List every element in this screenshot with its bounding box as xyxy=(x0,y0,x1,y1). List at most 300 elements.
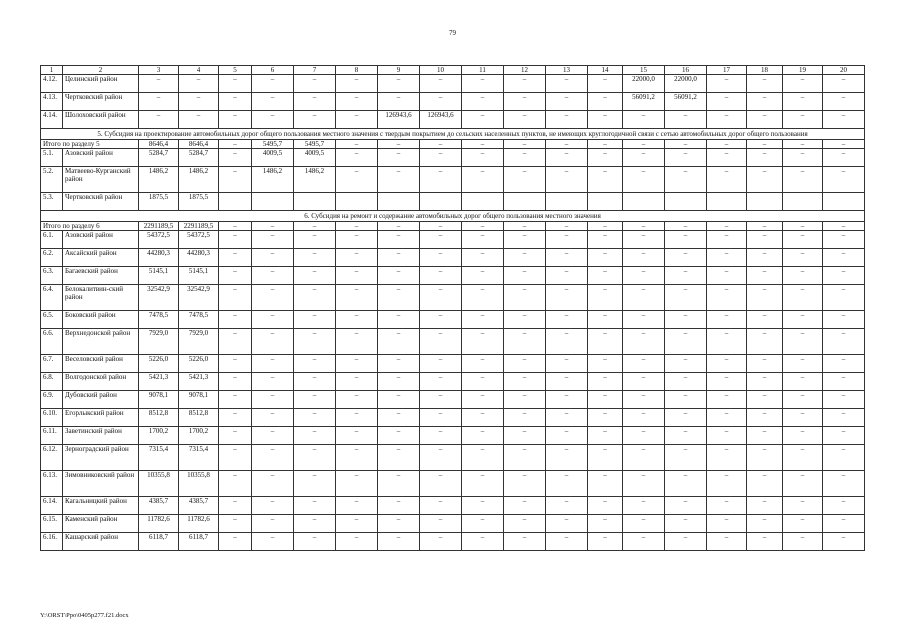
total-value: – xyxy=(219,140,252,149)
value-cell: – xyxy=(378,149,420,167)
row-number: 4.12. xyxy=(41,75,63,93)
value-cell: – xyxy=(747,249,783,267)
value-cell: – xyxy=(665,311,707,329)
value-cell: – xyxy=(783,149,823,167)
value-cell: – xyxy=(252,249,294,267)
value-cell: – xyxy=(707,149,747,167)
value-cell: 6118,7 xyxy=(139,533,179,551)
value-cell: – xyxy=(588,167,623,193)
value-cell: – xyxy=(252,533,294,551)
column-number: 8 xyxy=(336,66,378,75)
value-cell: – xyxy=(462,329,504,355)
value-cell: – xyxy=(504,329,546,355)
value-cell: – xyxy=(378,533,420,551)
value-cell xyxy=(420,193,462,211)
value-cell: – xyxy=(546,93,588,111)
value-cell: – xyxy=(747,355,783,373)
value-cell: 1875,5 xyxy=(179,193,219,211)
value-cell: – xyxy=(462,427,504,445)
value-cell: – xyxy=(546,149,588,167)
total-value: – xyxy=(378,222,420,231)
row-number: 4.14. xyxy=(41,111,63,129)
value-cell: – xyxy=(252,75,294,93)
value-cell: 7929,0 xyxy=(179,329,219,355)
table-row xyxy=(41,391,865,409)
value-cell: – xyxy=(747,471,783,497)
value-cell: – xyxy=(294,285,336,311)
total-value: – xyxy=(504,222,546,231)
value-cell: – xyxy=(252,373,294,391)
value-cell: – xyxy=(623,391,665,409)
column-number: 14 xyxy=(588,66,623,75)
value-cell: – xyxy=(747,427,783,445)
value-cell: 44280,3 xyxy=(139,249,179,267)
district-name: Шолоховский район xyxy=(63,111,139,129)
value-cell: – xyxy=(546,167,588,193)
value-cell: – xyxy=(219,497,252,515)
row-number: 5.2. xyxy=(41,167,63,193)
value-cell: – xyxy=(665,497,707,515)
value-cell: – xyxy=(504,391,546,409)
value-cell: – xyxy=(336,355,378,373)
value-cell: – xyxy=(139,93,179,111)
value-cell: – xyxy=(462,409,504,427)
value-cell: – xyxy=(747,515,783,533)
value-cell: – xyxy=(588,267,623,285)
value-cell: – xyxy=(588,231,623,249)
value-cell: – xyxy=(747,75,783,93)
value-cell: – xyxy=(707,231,747,249)
value-cell: – xyxy=(504,267,546,285)
row-number: 6.6. xyxy=(41,329,63,355)
table-row xyxy=(41,409,865,427)
total-value: – xyxy=(504,140,546,149)
row-number: 6.4. xyxy=(41,285,63,311)
column-number: 4 xyxy=(179,66,219,75)
value-cell: – xyxy=(294,445,336,471)
budget-table xyxy=(40,65,865,551)
column-number: 15 xyxy=(623,66,665,75)
value-cell: – xyxy=(420,533,462,551)
value-cell: 5145,1 xyxy=(179,267,219,285)
value-cell: – xyxy=(420,149,462,167)
value-cell: – xyxy=(219,373,252,391)
district-name: Веселовский район xyxy=(63,355,139,373)
value-cell: – xyxy=(462,149,504,167)
total-value: – xyxy=(783,140,823,149)
value-cell: – xyxy=(783,445,823,471)
value-cell: 1486,2 xyxy=(252,167,294,193)
value-cell: – xyxy=(783,311,823,329)
total-value: – xyxy=(546,222,588,231)
value-cell: – xyxy=(252,93,294,111)
row-number: 6.2. xyxy=(41,249,63,267)
district-name: Верхнедонской район xyxy=(63,329,139,355)
row-number: 6.5. xyxy=(41,311,63,329)
value-cell: – xyxy=(588,471,623,497)
value-cell: 5284,7 xyxy=(179,149,219,167)
value-cell: – xyxy=(546,391,588,409)
value-cell: – xyxy=(462,231,504,249)
value-cell: 22000,0 xyxy=(623,75,665,93)
value-cell: – xyxy=(707,373,747,391)
value-cell: – xyxy=(139,111,179,129)
total-value: 2291189,5 xyxy=(179,222,219,231)
value-cell: – xyxy=(378,231,420,249)
value-cell: – xyxy=(823,515,865,533)
district-name: Кашарский район xyxy=(63,533,139,551)
total-value: 2291189,5 xyxy=(139,222,179,231)
value-cell: – xyxy=(336,93,378,111)
district-name: Зерноградский район xyxy=(63,445,139,471)
row-number: 6.12. xyxy=(41,445,63,471)
value-cell: 4009,5 xyxy=(294,149,336,167)
value-cell: – xyxy=(823,149,865,167)
value-cell xyxy=(252,193,294,211)
value-cell: – xyxy=(462,391,504,409)
row-number: 4.13. xyxy=(41,93,63,111)
column-number: 1 xyxy=(41,66,63,75)
value-cell: – xyxy=(504,409,546,427)
value-cell: 8512,8 xyxy=(139,409,179,427)
value-cell: – xyxy=(588,497,623,515)
value-cell: 5421,3 xyxy=(179,373,219,391)
value-cell: – xyxy=(462,533,504,551)
total-value: 5495,7 xyxy=(294,140,336,149)
column-number: 9 xyxy=(378,66,420,75)
value-cell: – xyxy=(336,231,378,249)
total-value: – xyxy=(378,140,420,149)
district-name: Чертковский район xyxy=(63,93,139,111)
value-cell: 56091,2 xyxy=(623,93,665,111)
value-cell: 1486,2 xyxy=(294,167,336,193)
value-cell: – xyxy=(546,355,588,373)
value-cell: – xyxy=(665,427,707,445)
value-cell: – xyxy=(139,75,179,93)
value-cell: – xyxy=(747,391,783,409)
value-cell: 8512,8 xyxy=(179,409,219,427)
row-number: 6.13. xyxy=(41,471,63,497)
value-cell: – xyxy=(219,149,252,167)
value-cell: – xyxy=(783,111,823,129)
value-cell: – xyxy=(546,111,588,129)
total-value: – xyxy=(219,222,252,231)
value-cell: – xyxy=(623,149,665,167)
value-cell: – xyxy=(252,471,294,497)
value-cell: – xyxy=(588,427,623,445)
value-cell: – xyxy=(588,75,623,93)
value-cell: – xyxy=(747,231,783,249)
value-cell: 7929,0 xyxy=(139,329,179,355)
value-cell: – xyxy=(665,267,707,285)
value-cell xyxy=(665,193,707,211)
value-cell: – xyxy=(462,497,504,515)
total-value: – xyxy=(336,222,378,231)
value-cell: – xyxy=(747,533,783,551)
value-cell: 126943,6 xyxy=(420,111,462,129)
value-cell: – xyxy=(420,167,462,193)
value-cell: – xyxy=(665,231,707,249)
value-cell: – xyxy=(823,445,865,471)
value-cell: – xyxy=(546,497,588,515)
value-cell: – xyxy=(294,249,336,267)
column-number: 16 xyxy=(665,66,707,75)
section-total-label: Итого по разделу 6 xyxy=(41,222,139,231)
value-cell: – xyxy=(336,515,378,533)
column-number: 10 xyxy=(420,66,462,75)
value-cell: – xyxy=(294,427,336,445)
value-cell: – xyxy=(462,515,504,533)
value-cell: – xyxy=(747,409,783,427)
column-number: 5 xyxy=(219,66,252,75)
value-cell: – xyxy=(783,249,823,267)
value-cell: – xyxy=(783,497,823,515)
total-value: – xyxy=(823,222,865,231)
value-cell: 9078,1 xyxy=(139,391,179,409)
district-name: Багаевский район xyxy=(63,267,139,285)
value-cell: 9078,1 xyxy=(179,391,219,409)
total-value: – xyxy=(623,140,665,149)
value-cell: – xyxy=(747,445,783,471)
value-cell: – xyxy=(504,249,546,267)
value-cell: – xyxy=(336,409,378,427)
value-cell: – xyxy=(747,111,783,129)
value-cell: – xyxy=(546,285,588,311)
value-cell: – xyxy=(588,93,623,111)
value-cell: – xyxy=(252,285,294,311)
value-cell: 4385,7 xyxy=(139,497,179,515)
value-cell: – xyxy=(462,471,504,497)
value-cell: 7478,5 xyxy=(179,311,219,329)
value-cell: – xyxy=(623,427,665,445)
value-cell: – xyxy=(823,391,865,409)
value-cell: – xyxy=(252,409,294,427)
value-cell: 4009,5 xyxy=(252,149,294,167)
table-row xyxy=(41,445,865,471)
value-cell: – xyxy=(783,285,823,311)
value-cell: – xyxy=(823,427,865,445)
value-cell: – xyxy=(665,373,707,391)
value-cell: – xyxy=(823,329,865,355)
value-cell: – xyxy=(707,445,747,471)
value-cell: – xyxy=(588,391,623,409)
value-cell: 54372,5 xyxy=(139,231,179,249)
value-cell: – xyxy=(504,533,546,551)
value-cell: – xyxy=(823,471,865,497)
value-cell: – xyxy=(665,249,707,267)
row-number: 6.9. xyxy=(41,391,63,409)
value-cell: – xyxy=(179,75,219,93)
total-value: – xyxy=(420,222,462,231)
value-cell: – xyxy=(823,167,865,193)
district-name: Чертковский район xyxy=(63,193,139,211)
value-cell: 4385,7 xyxy=(179,497,219,515)
value-cell: – xyxy=(665,285,707,311)
value-cell: – xyxy=(823,93,865,111)
value-cell: – xyxy=(504,111,546,129)
value-cell: – xyxy=(462,285,504,311)
column-number: 19 xyxy=(783,66,823,75)
row-number: 6.11. xyxy=(41,427,63,445)
value-cell: – xyxy=(623,167,665,193)
value-cell: – xyxy=(783,267,823,285)
value-cell: – xyxy=(294,75,336,93)
value-cell xyxy=(783,193,823,211)
row-number: 5.3. xyxy=(41,193,63,211)
value-cell: – xyxy=(420,311,462,329)
total-value: – xyxy=(747,222,783,231)
value-cell: – xyxy=(623,515,665,533)
value-cell: – xyxy=(588,329,623,355)
value-cell: – xyxy=(219,311,252,329)
value-cell: – xyxy=(252,311,294,329)
district-name: Зимовниковский район xyxy=(63,471,139,497)
value-cell: – xyxy=(219,515,252,533)
value-cell: – xyxy=(252,329,294,355)
section-total-label: Итого по разделу 5 xyxy=(41,140,139,149)
table-row xyxy=(41,111,865,129)
value-cell: – xyxy=(420,497,462,515)
value-cell: – xyxy=(378,285,420,311)
value-cell xyxy=(623,193,665,211)
row-number: 6.7. xyxy=(41,355,63,373)
value-cell: – xyxy=(588,355,623,373)
value-cell: – xyxy=(588,149,623,167)
value-cell: – xyxy=(623,497,665,515)
value-cell: – xyxy=(219,533,252,551)
value-cell: – xyxy=(294,329,336,355)
value-cell: – xyxy=(378,249,420,267)
row-number: 6.15. xyxy=(41,515,63,533)
value-cell: – xyxy=(823,75,865,93)
value-cell: – xyxy=(588,373,623,391)
value-cell xyxy=(219,193,252,211)
value-cell: – xyxy=(623,249,665,267)
value-cell: – xyxy=(783,409,823,427)
value-cell: – xyxy=(219,355,252,373)
value-cell: – xyxy=(378,515,420,533)
value-cell: – xyxy=(588,445,623,471)
value-cell xyxy=(707,193,747,211)
value-cell: – xyxy=(504,515,546,533)
table-row xyxy=(41,231,865,249)
total-value: – xyxy=(546,140,588,149)
value-cell: – xyxy=(783,93,823,111)
row-number: 6.3. xyxy=(41,267,63,285)
value-cell: – xyxy=(823,533,865,551)
value-cell: – xyxy=(588,311,623,329)
value-cell: – xyxy=(707,391,747,409)
value-cell: 5145,1 xyxy=(139,267,179,285)
value-cell: – xyxy=(665,515,707,533)
value-cell: – xyxy=(783,427,823,445)
column-number: 2 xyxy=(63,66,139,75)
value-cell: – xyxy=(665,409,707,427)
table-row xyxy=(41,329,865,355)
value-cell: 1700,2 xyxy=(179,427,219,445)
value-cell: – xyxy=(420,445,462,471)
value-cell: – xyxy=(623,409,665,427)
value-cell: – xyxy=(294,409,336,427)
value-cell: – xyxy=(252,231,294,249)
value-cell: – xyxy=(252,111,294,129)
value-cell: – xyxy=(219,471,252,497)
value-cell: – xyxy=(546,373,588,391)
value-cell: 7315,4 xyxy=(139,445,179,471)
value-cell: – xyxy=(219,445,252,471)
value-cell: – xyxy=(546,471,588,497)
table-row xyxy=(41,515,865,533)
value-cell: – xyxy=(462,311,504,329)
value-cell: – xyxy=(252,267,294,285)
value-cell: – xyxy=(546,75,588,93)
value-cell: 7315,4 xyxy=(179,445,219,471)
value-cell: – xyxy=(462,445,504,471)
value-cell: – xyxy=(420,75,462,93)
value-cell: 44280,3 xyxy=(179,249,219,267)
value-cell: – xyxy=(219,267,252,285)
value-cell: – xyxy=(252,427,294,445)
district-name: Волгодонской район xyxy=(63,373,139,391)
value-cell: – xyxy=(504,373,546,391)
district-name: Каменский район xyxy=(63,515,139,533)
column-number: 3 xyxy=(139,66,179,75)
table-row xyxy=(41,93,865,111)
value-cell: – xyxy=(623,111,665,129)
value-cell: 10355,8 xyxy=(139,471,179,497)
value-cell xyxy=(588,193,623,211)
total-value: – xyxy=(707,140,747,149)
district-name: Кагальницкий район xyxy=(63,497,139,515)
value-cell: – xyxy=(336,285,378,311)
value-cell: 5284,7 xyxy=(139,149,179,167)
value-cell: – xyxy=(623,355,665,373)
value-cell: – xyxy=(707,93,747,111)
value-cell: 5421,3 xyxy=(139,373,179,391)
value-cell xyxy=(336,193,378,211)
value-cell: 11782,6 xyxy=(179,515,219,533)
value-cell: – xyxy=(747,329,783,355)
district-name: Заветинский район xyxy=(63,427,139,445)
value-cell: – xyxy=(420,93,462,111)
value-cell: – xyxy=(294,93,336,111)
district-name: Дубовский район xyxy=(63,391,139,409)
value-cell: – xyxy=(219,409,252,427)
value-cell: – xyxy=(546,311,588,329)
value-cell: – xyxy=(707,167,747,193)
value-cell: 22000,0 xyxy=(665,75,707,93)
row-number: 6.16. xyxy=(41,533,63,551)
value-cell: – xyxy=(783,533,823,551)
row-number: 6.8. xyxy=(41,373,63,391)
value-cell: – xyxy=(504,149,546,167)
value-cell: – xyxy=(546,409,588,427)
value-cell: 11782,6 xyxy=(139,515,179,533)
value-cell: – xyxy=(665,355,707,373)
value-cell: 5226,0 xyxy=(139,355,179,373)
value-cell: – xyxy=(665,111,707,129)
value-cell: – xyxy=(823,497,865,515)
value-cell: – xyxy=(546,231,588,249)
value-cell: – xyxy=(546,249,588,267)
table-row xyxy=(41,497,865,515)
value-cell: – xyxy=(219,391,252,409)
district-name: Азовский район xyxy=(63,149,139,167)
value-cell: – xyxy=(823,311,865,329)
value-cell: – xyxy=(707,111,747,129)
value-cell: – xyxy=(462,355,504,373)
column-number: 7 xyxy=(294,66,336,75)
